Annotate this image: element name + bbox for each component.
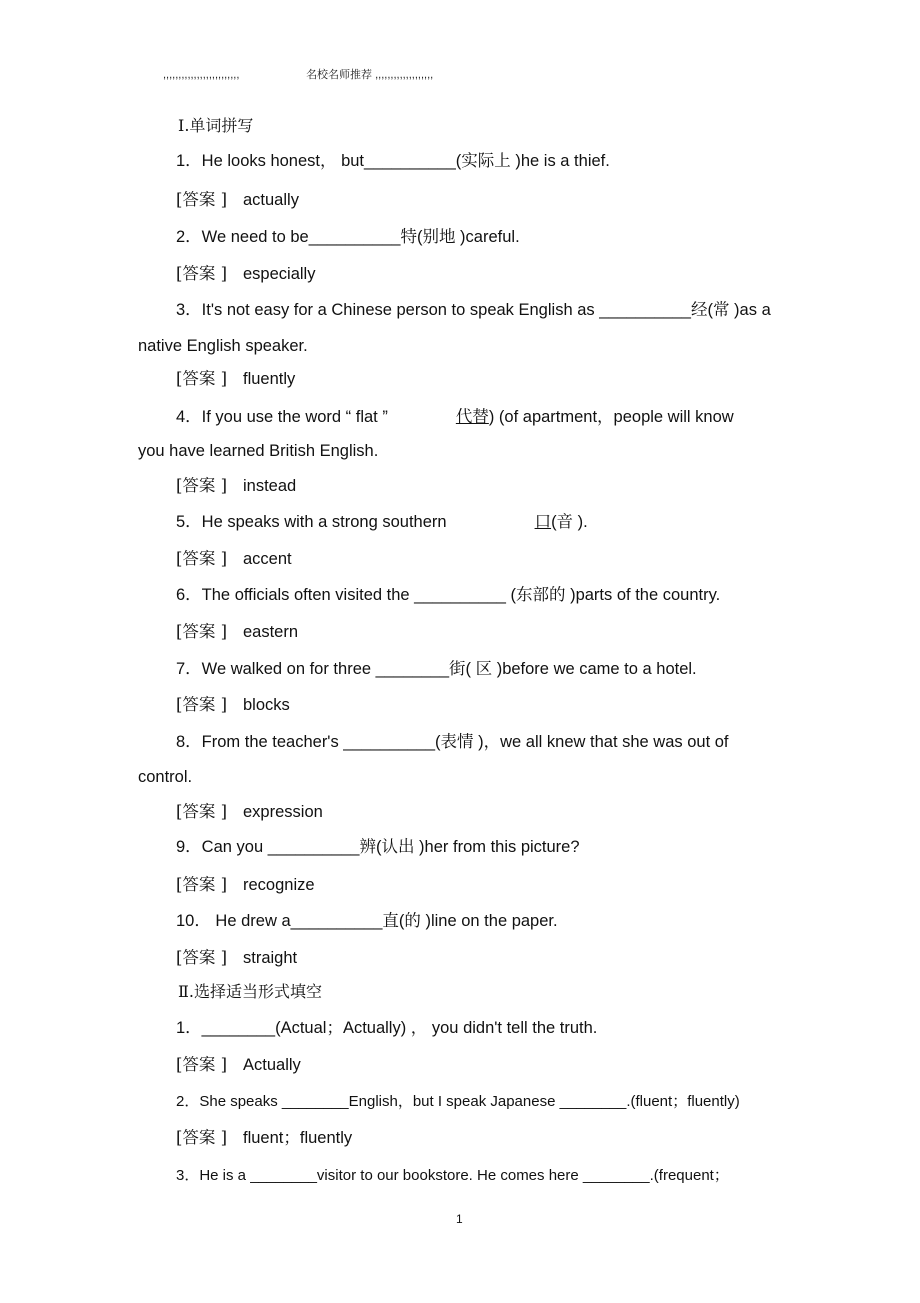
question-4-underlined: 代替: [455, 408, 489, 426]
page-header: [163, 66, 433, 82]
section-2-answer-2: [176, 1128, 352, 1148]
answer-7: [176, 695, 290, 715]
answer-text: fluently: [243, 370, 296, 388]
question-8-line-1: 8．From the teacher's __________(表情 )，we all knew that she was out of: [176, 733, 729, 751]
answer-label: [答案 ]: [176, 1055, 228, 1074]
answer-label: [答案 ]: [176, 190, 228, 209]
answer-label: [答案 ]: [176, 549, 228, 568]
answer-text: Actually: [243, 1056, 301, 1074]
answer-5: [176, 549, 292, 569]
question-1: 1．He looks honest， but__________(实际上 )he is a thief.: [176, 152, 610, 170]
answer-1: [176, 190, 299, 210]
answer-text: fluent；fluently: [243, 1129, 353, 1147]
question-5-suffix: (音 ).: [551, 513, 588, 531]
answer-text: expression: [243, 803, 323, 821]
question-5-prefix: 5．He speaks with a strong southern: [176, 513, 447, 531]
answer-label: [答案 ]: [176, 695, 228, 714]
answer-text: straight: [243, 949, 298, 967]
answer-label: [答案 ]: [176, 476, 228, 495]
answer-label: [答案 ]: [176, 802, 228, 821]
question-4-line-1: [176, 407, 734, 427]
question-4-suffix: ) (of apartment，people will know: [488, 408, 734, 426]
question-6: 6．The officials often visited the __________ (东部的 )parts of the country.: [176, 586, 721, 604]
answer-text: instead: [243, 477, 297, 495]
question-10: 10． He drew a__________直(的 )line on the paper.: [176, 912, 558, 930]
answer-3: [176, 369, 295, 389]
section-2-title: Ⅱ.选择适当形式填空: [178, 982, 322, 1001]
answer-text: blocks: [243, 696, 290, 714]
header-left-dots: ,,,,,,,,,,,,,,,,,,,,,,,,,: [163, 69, 240, 81]
section-2-question-1: 1．________(Actual；Actually) ， you didn't tell the truth.: [176, 1019, 598, 1037]
answer-label: [答案 ]: [176, 622, 228, 641]
question-8-line-2: control.: [138, 768, 193, 786]
answer-label: [答案 ]: [176, 1128, 228, 1147]
answer-text: eastern: [243, 623, 299, 641]
answer-text: accent: [243, 550, 292, 568]
answer-10: [176, 948, 297, 968]
answer-label: [答案 ]: [176, 369, 228, 388]
section-2-answer-1: [176, 1055, 301, 1075]
question-5-underlined: 口: [534, 513, 552, 531]
section-2-question-2: 2．She speaks ________English，but I speak Japanese ________.(fluent；fluently): [176, 1093, 740, 1110]
answer-text: actually: [243, 191, 299, 209]
question-2: 2．We need to be__________特(别地 )careful.: [176, 228, 520, 246]
question-9: 9．Can you __________辨(认出 )her from this picture?: [176, 838, 580, 856]
answer-6: [176, 622, 298, 642]
question-5: [176, 512, 588, 532]
page-number: 1: [456, 1212, 463, 1226]
answer-4: [176, 476, 296, 496]
question-4-line-2: you have learned British English.: [138, 442, 379, 460]
answer-8: [176, 802, 323, 822]
answer-9: [176, 875, 315, 895]
question-3-line-2: native English speaker.: [138, 337, 308, 355]
header-recommend: 名校名师推荐 ,,,,,,,,,,,,,,,,,,,: [306, 69, 434, 81]
question-7: 7．We walked on for three ________街( 区 )before we came to a hotel.: [176, 660, 697, 678]
section-2-question-3: 3．He is a ________visitor to our bookstore. He comes here ________.(frequent；: [176, 1167, 729, 1184]
section-1-title: Ⅰ.单词拼写: [178, 116, 254, 135]
answer-label: [答案 ]: [176, 264, 228, 283]
answer-text: recognize: [243, 876, 315, 894]
answer-label: [答案 ]: [176, 948, 228, 967]
question-3-line-1: 3．It's not easy for a Chinese person to speak English as __________经(常 )as a: [176, 301, 771, 319]
answer-text: especially: [243, 265, 316, 283]
answer-2: [176, 264, 315, 284]
question-4-prefix: 4．If you use the word “ flat ”: [176, 408, 388, 426]
answer-label: [答案 ]: [176, 875, 228, 894]
